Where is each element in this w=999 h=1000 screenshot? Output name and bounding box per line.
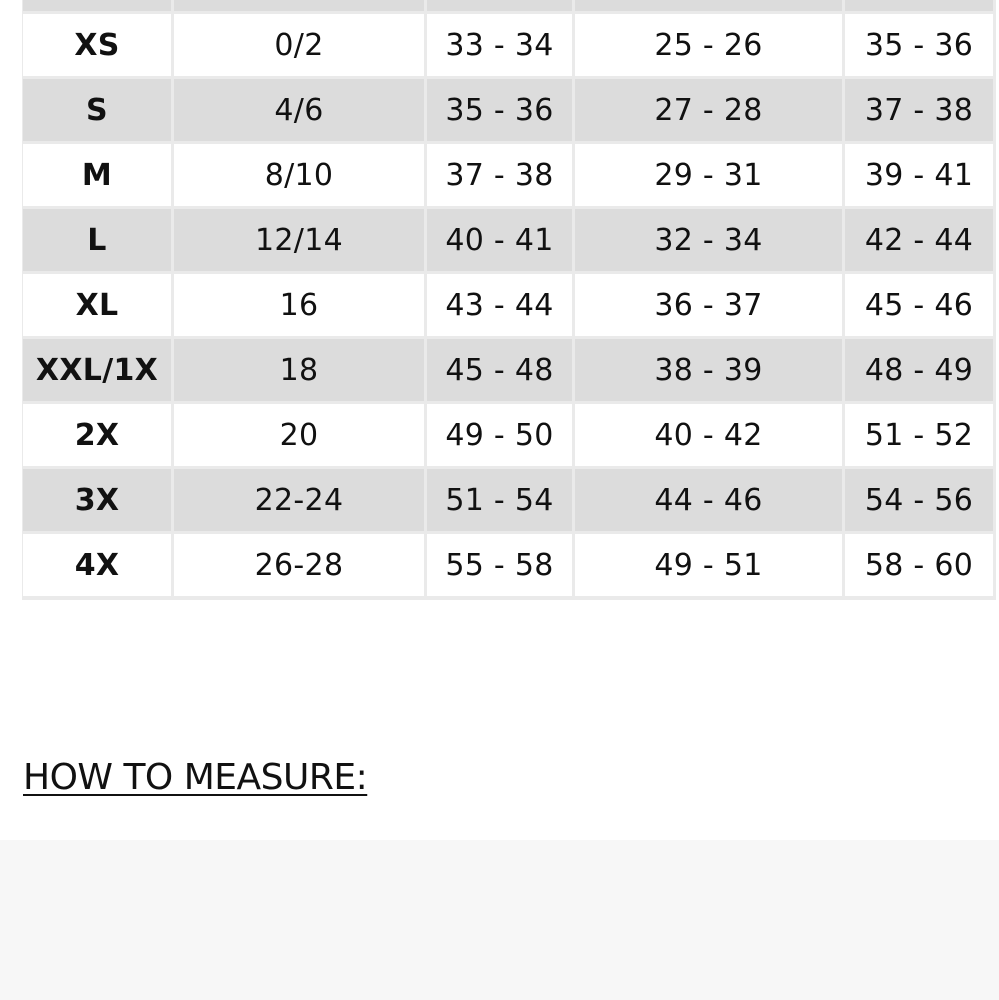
measurement-cell: 49 - 50 <box>427 404 572 466</box>
size-cell: 4X <box>23 534 171 596</box>
size-cell: L <box>23 209 171 271</box>
measurement-cell: 45 - 48 <box>427 339 572 401</box>
table-header-row-stub <box>23 0 993 11</box>
numeric-size-cell: 16 <box>174 274 424 336</box>
size-chart-body <box>23 0 993 596</box>
how-to-measure-heading: HOW TO MEASURE: <box>23 757 368 798</box>
numeric-size-cell: 0/2 <box>174 14 424 76</box>
measurement-cell: 49 - 51 <box>575 534 842 596</box>
table-row <box>23 144 993 206</box>
measurement-cell: 37 - 38 <box>845 79 993 141</box>
measurement-cell: 33 - 34 <box>427 14 572 76</box>
table-row <box>23 209 993 271</box>
measurement-cell: 51 - 54 <box>427 469 572 531</box>
measurement-cell: 48 - 49 <box>845 339 993 401</box>
measurement-cell: 58 - 60 <box>845 534 993 596</box>
measurement-cell: 32 - 34 <box>575 209 842 271</box>
size-cell: XS <box>23 14 171 76</box>
numeric-size-cell: 26-28 <box>174 534 424 596</box>
measurement-cell: 45 - 46 <box>845 274 993 336</box>
table-row <box>23 534 993 596</box>
numeric-size-cell: 18 <box>174 339 424 401</box>
size-cell: S <box>23 79 171 141</box>
header-cell-stub <box>23 0 171 11</box>
size-chart-table <box>20 0 996 599</box>
numeric-size-cell: 8/10 <box>174 144 424 206</box>
measurement-cell: 27 - 28 <box>575 79 842 141</box>
table-row <box>23 469 993 531</box>
size-cell: M <box>23 144 171 206</box>
measurement-cell: 37 - 38 <box>427 144 572 206</box>
measurement-cell: 35 - 36 <box>427 79 572 141</box>
measurement-cell: 44 - 46 <box>575 469 842 531</box>
size-cell: XL <box>23 274 171 336</box>
measurement-cell: 39 - 41 <box>845 144 993 206</box>
measurement-cell: 38 - 39 <box>575 339 842 401</box>
table-row <box>23 14 993 76</box>
measurement-cell: 35 - 36 <box>845 14 993 76</box>
measurement-cell: 42 - 44 <box>845 209 993 271</box>
size-cell: XXL/1X <box>23 339 171 401</box>
measurement-cell: 43 - 44 <box>427 274 572 336</box>
size-cell: 2X <box>23 404 171 466</box>
measurement-illustration-panel <box>0 840 999 1000</box>
table-row <box>23 274 993 336</box>
measurement-cell: 25 - 26 <box>575 14 842 76</box>
measurement-cell: 40 - 42 <box>575 404 842 466</box>
measurement-cell: 54 - 56 <box>845 469 993 531</box>
numeric-size-cell: 4/6 <box>174 79 424 141</box>
numeric-size-cell: 22-24 <box>174 469 424 531</box>
header-cell-stub <box>845 0 993 11</box>
size-cell: 3X <box>23 469 171 531</box>
header-cell-stub <box>174 0 424 11</box>
numeric-size-cell: 20 <box>174 404 424 466</box>
measurement-cell: 29 - 31 <box>575 144 842 206</box>
measurement-cell: 55 - 58 <box>427 534 572 596</box>
measurement-cell: 51 - 52 <box>845 404 993 466</box>
numeric-size-cell: 12/14 <box>174 209 424 271</box>
measurement-cell: 36 - 37 <box>575 274 842 336</box>
table-row <box>23 339 993 401</box>
header-cell-stub <box>427 0 572 11</box>
header-cell-stub <box>575 0 842 11</box>
table-row <box>23 79 993 141</box>
table-row <box>23 404 993 466</box>
measurement-cell: 40 - 41 <box>427 209 572 271</box>
